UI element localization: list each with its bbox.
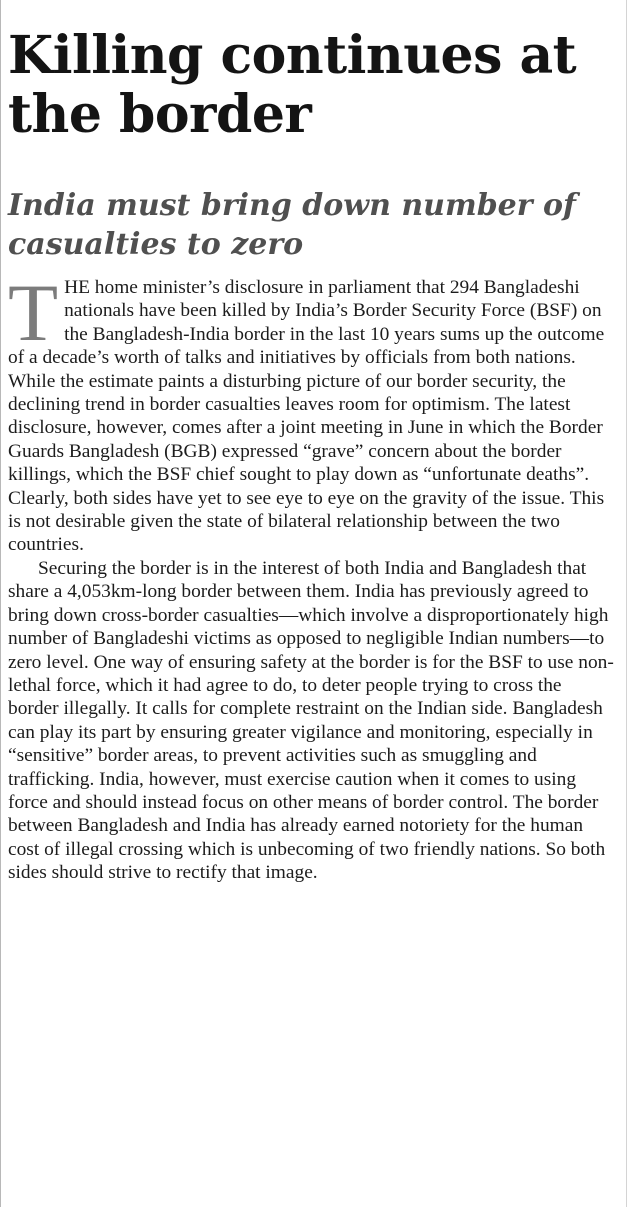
drop-cap: T (8, 267, 59, 358)
headline: Killing continues at the border (8, 25, 577, 145)
paragraph-1 (8, 267, 614, 557)
lead-in: HE (64, 277, 90, 298)
paragraph-2: Securing the border is in the interest of both India and Bangladesh that share a 4,053km-long border between them. India has previously agreed to bring down cross-border casualties—which involve a disproportionately high number of Bangladeshi victims as opposed to negligible Indian numbers—to zero level. One way of ensuring safety at the border is for the BSF to use non-lethal force, which it had agree to do, to deter people trying to cross the border illegally. It calls for complete restraint on the Indian side. Bangladesh can play its part by ensuring greater vigilance and monitoring, especially in “sensitive” border areas, to prevent activities such as smuggling and trafficking. India, however, must exercise caution when it comes to using force and should instead focus on other means of border control. The border between Bangladesh and India has already earned notoriety for the human cost of illegal crossing which is unbecoming of two friendly nations. So both sides should strive to rectify that image. (8, 557, 614, 884)
paragraph-1-text: home minister’s disclosure in parliament that 294 Bangladeshi nationals have been killed by India’s Border Security Force (BSF) on the Bangladesh-India border in the last 10 years sums up the outcome of a decade’s worth of talks and initiatives by officials from both nations. While the estimate paints a disturbing picture of our border security, the declining trend in border casualties leaves room for optimism. The latest disclosure, however, comes after a joint meeting in June in which the Border Guards Bangladesh (BGB) expressed “grave” concern about the border killings, which the BSF chief sought to play down as “unfortunate deaths”. Clearly, both sides have yet to see eye to eye on the gravity of the issue. This is not desirable given the state of bilateral relationship between the two countries. (8, 277, 605, 556)
subheadline: India must bring down number of casualties to zero (8, 188, 576, 262)
article-body (8, 267, 614, 885)
